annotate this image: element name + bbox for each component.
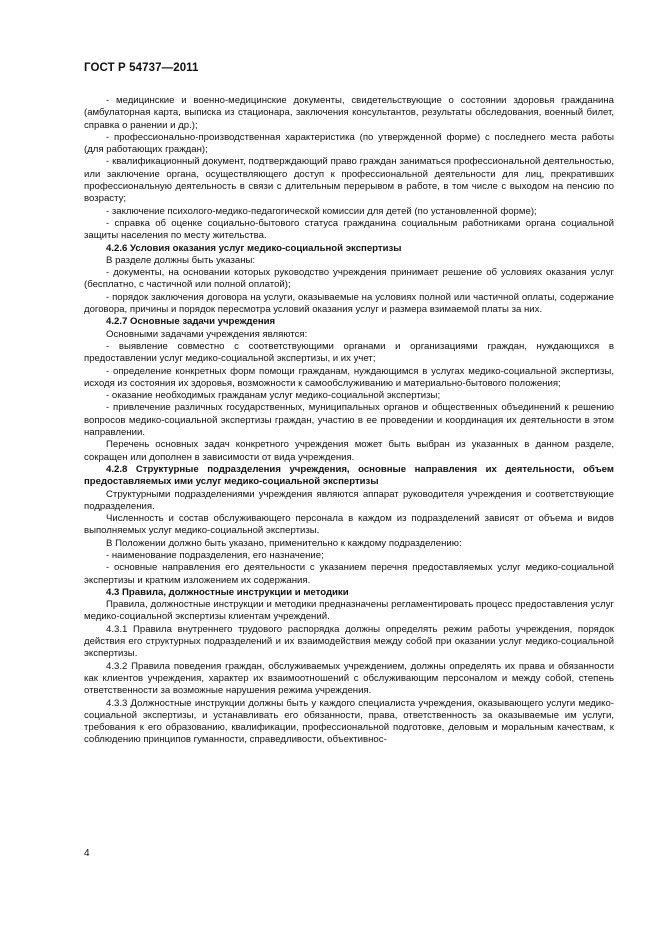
paragraph: 4.3.3 Должностные инструкции должны быть у каждого специалиста учреждения, оказывающего услуги медико-социальной экспертизы, и устанавливать его обязанности, права, ответственность за оказываемые им услуги, требования к его образованию, квалификации, профессиональной подготовке, деловым и моральным качествам, к соблюдению принципов гуманности, справедливости, объективнос- — [84, 697, 614, 746]
section-heading: 4.2.6 Условия оказания услуг медико-социальной экспертизы — [106, 242, 402, 254]
paragraph: 4.3.2 Правила поведения граждан, обслуживаемых учреждением, должны определять их права и обязанности как клиентов учреждения, характер их взаимоотношений с обслуживающим персоналом и между собой, степень ответственности за возможные нарушения режима учреждения. — [84, 660, 614, 697]
document-header: ГОСТ Р 54737—2011 — [84, 62, 199, 74]
section-heading: 4.3 Правила, должностные инструкции и методики — [106, 586, 349, 598]
paragraph: - квалификационный документ, подтверждающий право граждан заниматься профессиональной деятельностью, или заключение органа, осуществляющего доступ к профессиональной деятельности для лиц, прекративших профессиональную деятельность в связи с длительным перерывом в работе, в том числе с выходом на пенсию по возрасту; — [84, 156, 614, 205]
paragraph: - заключение психолого-медико-педагогической комиссии для детей (по установленной форме); — [106, 205, 537, 217]
paragraph: Структурными подразделениями учреждения являются аппарат руководителя учреждения и соответствующие подразделения. — [84, 488, 614, 512]
paragraph: - наименование подразделения, его назначение; — [106, 549, 324, 561]
paragraph: Правила, должностные инструкции и методики предназначены регламентировать процесс предоставления услуг медико-социальной экспертизы клиентам учреждений. — [84, 599, 614, 623]
paragraph: - основные направления его деятельности с указанием перечня предоставляемых услуг медико-социальной экспертизы и кратким изложением их содержания. — [84, 562, 614, 586]
paragraph: - профессионально-производственная характеристика (по утвержденной форме) с последнего места работы (для работающих граждан); — [84, 131, 614, 156]
paragraph: В разделе должны быть указаны: — [106, 254, 256, 266]
paragraph: - справка об оценке социально-бытового статуса гражданина социальным работниками органа социальной защиты населения по месту жительства. — [84, 217, 614, 242]
paragraph: - привлечение различных государственных, муниципальных органов и общественных объединений к решению вопросов медико-социальной экспертизы граждан, участию в ее проведении и координация их деятельности в этом направлении. — [84, 402, 614, 439]
paragraph: Перечень основных задач конкретного учреждения может быть выбран из указанных в данном разделе, сокращен или дополнен в зависимости от вида учреждения. — [84, 439, 614, 463]
paragraph: - определение конкретных форм помощи гражданам, нуждающимся в услугах медико-социальной экспертизы, исходя из состояния их здоровья, возможности к самообслуживанию и материально-бытового положения; — [84, 365, 614, 389]
paragraph: Основными задачами учреждения являются: — [106, 328, 308, 340]
paragraph: - оказание необходимых гражданам услуг медико-социальной экспертизы; — [106, 390, 441, 402]
paragraph: - порядок заключения договора на услуги, оказываемые на условиях полной или частичной оплаты, содержание договора, причины и порядок пересмотра условий оказания услуг и размера взимаемой платы за них. — [84, 291, 614, 316]
paragraph: 4.3.1 Правила внутреннего трудового распорядка должны определять режим работы учреждения, порядок действия его структурных подразделений и их взаимодействия между собой при оказании услуг медико-социальной экспертизы. — [84, 623, 614, 660]
section-heading: 4.2.7 Основные задачи учреждения — [106, 316, 276, 328]
section-heading: 4.2.8 Структурные подразделения учреждения, основные направления их деятельности, объем предоставляемых ими услуг медико-социальной экспертизы — [84, 463, 614, 488]
paragraph: - выявление совместно с соответствующими органами и организациями граждан, нуждающихся в предоставлении услуг медико-социальной экспертизы, и их учет; — [84, 340, 614, 365]
paragraph: В Положении должно быть указано, применительно к каждому подразделению: — [106, 537, 462, 549]
page-number: 4 — [84, 848, 90, 859]
paragraph: Численность и состав обслуживающего персонала в каждом из подразделений зависят от объема и видов выполняемых услуг медико-социальной экспертизы. — [84, 513, 614, 537]
paragraph: - медицинские и военно-медицинские документы, свидетельствующие о состоянии здоровья гражданина (амбулаторная карта, выписка из стационара, заключения консультантов, результаты обследования, военный билет, справка о ранении и др.); — [84, 95, 614, 131]
document-body — [84, 95, 614, 747]
paragraph: - документы, на основании которых руководство учреждения принимает решение об условиях оказания услуг (бесплатно, с частичной или полной оплатой); — [84, 267, 614, 291]
